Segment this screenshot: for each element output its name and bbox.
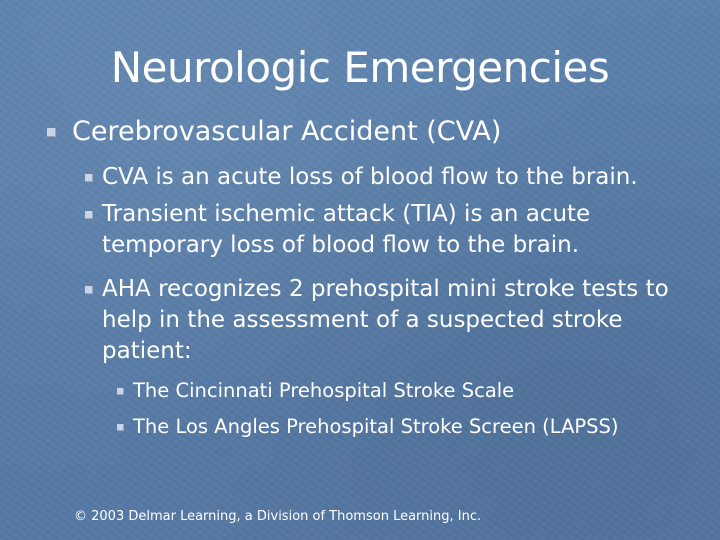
test-item-text: The Los Angles Prehospital Stroke Screen (LAPSS) <box>133 415 619 438</box>
square-bullet-icon <box>85 211 93 219</box>
copyright-footer: © 2003 Delmar Learning, a Division of Thomson Learning, Inc. <box>74 509 482 524</box>
main-bullet-text: Cerebrovascular Accident (CVA) <box>72 116 502 147</box>
sub-bullet-text: Transient ischemic attack (TIA) is an acute temporary loss of blood flow to the brain. <box>102 201 591 258</box>
square-bullet-icon <box>85 174 93 182</box>
square-bullet-icon <box>117 424 124 431</box>
sub-bullet-text: AHA recognizes 2 prehospital mini stroke tests to help in the assessment of a suspected stroke patient: <box>102 276 669 364</box>
sub-bullet-text: CVA is an acute loss of blood flow to the brain. <box>102 164 638 190</box>
slide-title: Neurologic Emergencies <box>110 43 610 92</box>
square-bullet-icon <box>47 128 56 137</box>
square-bullet-icon <box>117 388 124 395</box>
test-item-text: The Cincinnati Prehospital Stroke Scale <box>133 379 515 402</box>
square-bullet-icon <box>85 286 93 294</box>
